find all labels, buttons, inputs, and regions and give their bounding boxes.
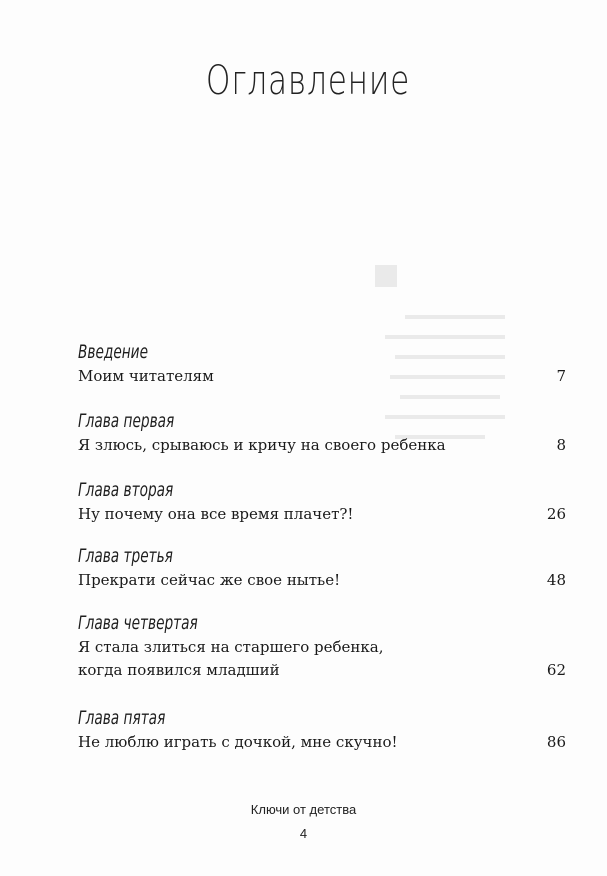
chapter-title-line [78, 569, 566, 592]
toc-entry-chapter-5[interactable] [78, 705, 566, 754]
chapter-title-line [78, 659, 566, 682]
page-number: 7 [556, 367, 566, 385]
chapter-title: Прекрати сейчас же свое нытье! [78, 571, 341, 589]
chapter-title-continued: когда появился младший [78, 661, 280, 679]
chapter-title: Я стала злиться на старшего ребенка, [78, 638, 384, 656]
chapter-heading: Глава первая [78, 410, 175, 432]
chapter-title-line [78, 434, 566, 457]
chapter-heading: Введение [78, 341, 148, 363]
page-number: 26 [546, 505, 566, 523]
toc-entry-chapter-3[interactable] [78, 543, 566, 592]
chapter-title: Моим читателям [78, 367, 214, 385]
page-number: 62 [546, 661, 566, 679]
chapter-title-line [78, 503, 566, 526]
chapter-heading: Глава четвертая [78, 612, 198, 634]
footer-page-number: 4 [299, 826, 308, 841]
page-number: 48 [546, 571, 566, 589]
footer-book-title: Ключи от детства [250, 802, 357, 817]
toc-entry-chapter-1[interactable] [78, 408, 566, 457]
chapter-heading: Глава вторая [78, 479, 174, 501]
chapter-title: Не люблю играть с дочкой, мне скучно! [78, 733, 398, 751]
chapter-title-line [78, 636, 566, 659]
page-number: 8 [556, 436, 566, 454]
chapter-heading: Глава третья [78, 545, 173, 567]
chapter-title-line [78, 365, 566, 388]
toc-entry-chapter-2[interactable] [78, 477, 566, 526]
chapter-heading: Глава пятая [78, 707, 166, 729]
toc-entry-intro[interactable] [78, 339, 566, 388]
toc-entry-chapter-4[interactable] [78, 610, 566, 682]
chapter-title: Я злюсь, срываюсь и кричу на своего ребенка [78, 436, 446, 454]
page-title: Оглавление [205, 58, 411, 104]
chapter-title-line [78, 731, 566, 754]
page-number: 86 [546, 733, 566, 751]
chapter-title: Ну почему она все время плачет?! [78, 505, 354, 523]
